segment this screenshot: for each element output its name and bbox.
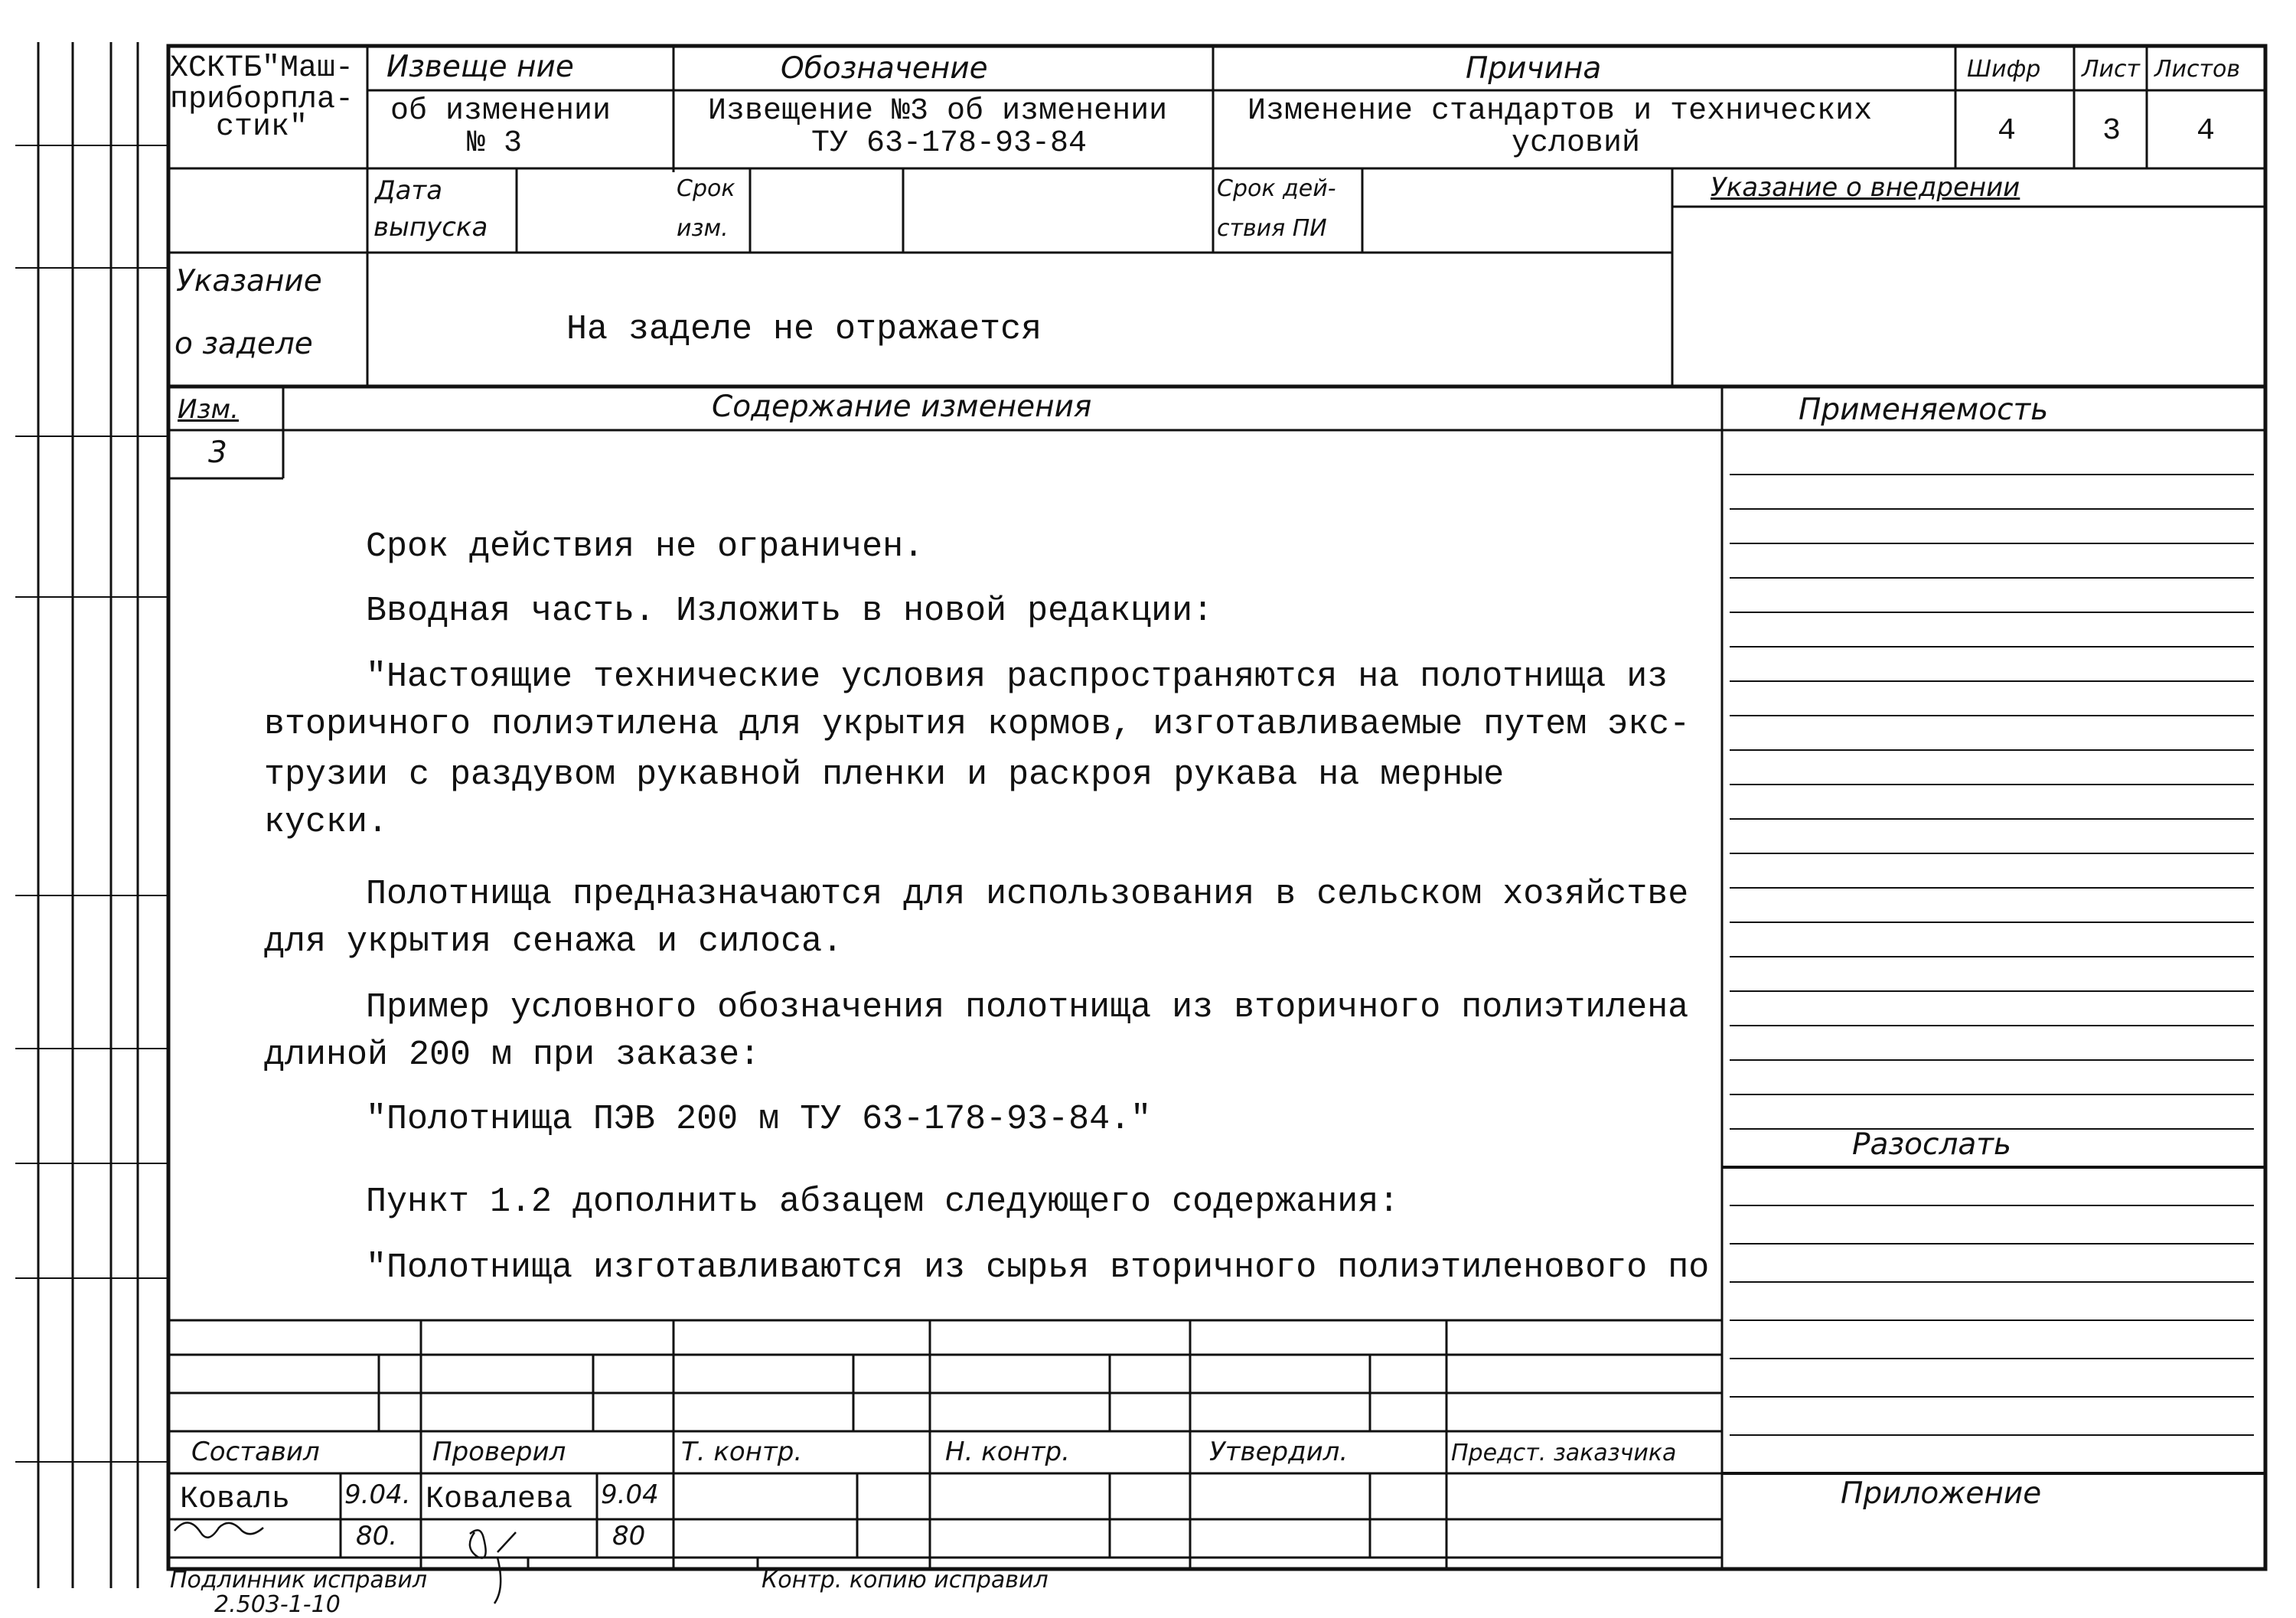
content-line-10: длиной 200 м при заказе: [264,1036,761,1075]
sheet-label: Лист [2082,56,2141,83]
content-heading: Содержание изменения [712,390,1092,424]
approved-label: Утвердил. [1209,1437,1349,1467]
left-margin-rails [38,42,138,1588]
organization-line-3: стик" [216,110,308,145]
reason-line-1: Изменение стандартов и технических [1247,94,1873,129]
content-line-11: "Полотнища ПЭВ 200 м ТУ 63-178-93-84." [366,1100,1152,1139]
implementation-label: Указание о внедрении [1711,172,2020,203]
applicability-label: Применяемость [1799,393,2049,427]
validity-label-2: ствия ПИ [1217,215,1327,242]
reason-label: Причина [1466,51,1602,86]
reason-line-2: условий [1512,126,1641,161]
checked-name: Ковалева [426,1483,573,1517]
content-line-1: Срок действия не ограничен. [366,527,925,566]
backlog-label-2: о заделе [174,327,313,361]
checked-date-1: 9.04 [601,1479,659,1510]
applicability-rules [1730,475,2254,1129]
checked-date-2: 80 [612,1521,646,1551]
backlog-value: На заделе не отражается [566,310,1042,349]
content-line-8: для укрытия сенажа и силоса. [264,922,843,961]
notice-label: Извеще ние [386,50,574,84]
customer-rep-label: Предст. заказчика [1451,1440,1677,1466]
content-line-12: Пункт 1.2 дополнить абзацем следующего содержания: [366,1183,1400,1222]
notice-line-1: об изменении [390,94,612,129]
sheet-value: 3 [2102,114,2122,148]
backlog-label-1: Указание [176,264,322,298]
compiled-date-1: 9.04. [344,1479,411,1510]
sheets-value: 4 [2197,114,2216,148]
designation-label: Обозначение [781,51,988,86]
organization-line-1: ХСКТБ"Маш- [170,51,354,86]
issue-date-label-1: Дата [375,175,443,206]
content-line-2: Вводная часть. Изложить в новой редакции: [366,592,1214,631]
code-value: 4 [1998,114,2017,148]
content-line-3: "Настоящие технические условия распространяются на полотнища из [366,657,1668,696]
change-number: 3 [208,435,227,470]
content-line-5: трузии с раздувом рукавной пленки и раскроя рукава на мерные [264,755,1505,794]
content-line-9: Пример условного обозначения полотнища из вторичного полиэтилена [366,988,1689,1027]
distribution-rules [1730,1205,2254,1435]
change-label: Изм. [178,394,239,425]
content-line-13: "Полотнища изготавливаются из сырья вторичного полиэтиленового по [366,1248,1710,1287]
compiled-name: Коваль [180,1483,291,1517]
control-copy-label: Контр. копию исправил [762,1567,1049,1594]
compiled-label: Составил [191,1437,320,1467]
designation-line-1: Извещение №3 об изменении [708,94,1168,129]
validity-label-1: Срок дей- [1217,175,1336,202]
content-line-4: вторичного полиэтилена для укрытия кормов, изготавливаемые путем экс- [264,705,1691,744]
bottom-code: 2.503-1-10 [214,1591,341,1618]
appendix-label: Приложение [1841,1476,2042,1511]
original-corrected-label: Подлинник исправил [170,1567,428,1594]
tech-control-label: Т. контр. [681,1437,803,1467]
notice-line-2: № 3 [467,126,523,161]
distribution-label: Разослать [1852,1127,2011,1162]
organization-line-2: приборпла- [170,83,354,117]
outer-frame [168,46,2265,1569]
change-term-label-2: изм. [677,215,729,242]
change-term-label-1: Срок [677,175,735,202]
content-line-6: куски. [264,803,389,842]
compiled-date-2: 80. [356,1521,398,1551]
norm-control-label: Н. контр. [945,1437,1070,1467]
sheets-label: Листов [2154,56,2241,83]
content-line-7: Полотнища предназначаются для использования в сельском хозяйстве [366,875,1689,914]
checked-label: Проверил [432,1437,566,1467]
code-label: Шифр [1967,56,2041,83]
issue-date-label-2: выпуска [373,212,488,243]
designation-line-2: ТУ 63-178-93-84 [811,126,1088,161]
